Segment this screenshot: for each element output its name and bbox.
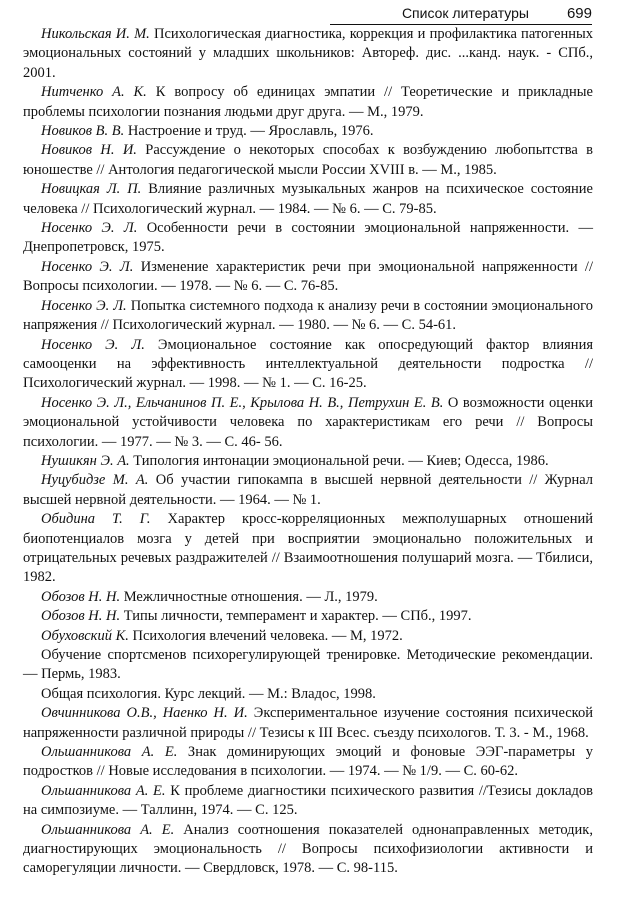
reference-author: Нитченко А. К.: [41, 84, 147, 101]
reference-entry: [23, 782, 593, 821]
reference-text: Эмоциональное состояние как опосредующий фактор влияния самооценки на эффективность интеллектуальной деятельности подростка // Психологический журнал. — 1998. — № 1. — С. 16-25.: [23, 336, 593, 392]
reference-entry: [23, 704, 593, 743]
reference-text: Общая психология. Курс лекций. — М.: Владос, 1998.: [41, 685, 376, 702]
reference-author: Обидина Т. Г.: [41, 511, 151, 528]
reference-author: Нушикян Э. А.: [41, 452, 130, 469]
reference-author: Новиков В. В.: [41, 123, 125, 140]
reference-entry: [23, 122, 593, 141]
reference-text: К вопросу об единицах эмпатии // Теоретические и прикладные проблемы психологии познания людьми друг друга. — М., 1979.: [23, 84, 593, 120]
reference-text: Типология интонации эмоциональной речи. — Киев; Одесса, 1986.: [129, 452, 549, 469]
reference-entry: [23, 471, 593, 510]
reference-entry: [23, 297, 593, 336]
reference-author: Нуцубидзе М. А.: [41, 472, 149, 489]
reference-entry: [23, 685, 593, 704]
reference-list: [23, 25, 593, 879]
reference-author: Никольская И. М.: [41, 26, 150, 42]
reference-entry: [23, 141, 593, 180]
reference-entry: [23, 821, 593, 879]
running-header: [330, 2, 592, 25]
reference-text: Особенности речи в состоянии эмоциональной напряженности. — Днепропетровск, 1975.: [23, 220, 594, 256]
reference-entry: [23, 25, 593, 83]
reference-text: Знак доминирующих эмоций и фоновые ЭЭГ-параметры у подростков // Новые исследования в психологии. — 1974. — № 1/9. — С. 60-62.: [23, 744, 593, 780]
reference-entry: [23, 180, 593, 219]
reference-text: О возможности оценки эмоциональной устойчивости человека по характеристикам его речи // Вопросы психологии. — 1977. — № 3. — С. 46- 56.: [23, 394, 593, 450]
reference-text: Обучение спортсменов психорегулирующей тренировке. Методические рекомендации. — Пермь, 1983.: [23, 647, 593, 683]
reference-text: Попытка системного подхода к анализу речи в состоянии эмоционального напряжения // Психологический журнал. — 1980. — № 6. — С. 54-61.: [23, 297, 593, 334]
reference-entry: [23, 258, 593, 297]
reference-entry: [23, 219, 593, 258]
reference-author: Носенко Э. Л.: [41, 220, 138, 237]
reference-text: Межличностные отношения. — Л., 1979.: [120, 588, 378, 605]
reference-text: Экспериментальное изучение состояния психической напряженности различной природы // Тезисы к III Всес. съезду психологов. Т. 3. - М., 1968.: [23, 705, 593, 741]
reference-text: Психологическая диагностика, коррекция и профилактика патогенных эмоциональных состояний у младших школьников: Автореф. дис. ...канд. наук. - СПб., 2001.: [23, 26, 593, 81]
reference-entry: [23, 627, 593, 646]
reference-author: Носенко Э. Л.: [41, 258, 134, 275]
running-title: Список литературы: [401, 5, 529, 21]
reference-author: Ольшанникова А. Е.: [41, 821, 175, 838]
reference-entry: [23, 743, 593, 782]
reference-entry: [23, 394, 593, 452]
reference-author: Носенко Э. Л.: [41, 297, 127, 314]
reference-entry: [23, 607, 593, 626]
reference-author: Овчинникова О.В., Наенко Н. И.: [41, 705, 248, 722]
reference-author: Новицкая Л. П.: [41, 181, 142, 198]
reference-entry: [23, 646, 593, 685]
reference-text: Влияние различных музыкальных жанров на психическое состояние человека // Психологический журнал. — 1984. — № 6. — С. 79-85.: [23, 181, 593, 217]
reference-text: Рассуждение о некоторых способах к возбуждению любопытства в юношестве // Антология педагогической мысли России XVIII в. — М., 1985.: [23, 142, 594, 178]
page-number: 699: [566, 5, 592, 22]
reference-text: Изменение характеристик речи при эмоциональной напряженности // Вопросы психологии. — 1978. — № 6. — С. 76-85.: [23, 258, 593, 295]
reference-text: Характер кросс-корреляционных межполушарных отношений биопотенциалов мозга у детей при восприятии эмоционально положительных и отрицательных речевых раздражителей // Взаимоотношения полушарий мозга. — Тбилиси, 1982.: [23, 511, 593, 586]
reference-text: Настроение и труд. — Ярославль, 1976.: [124, 123, 374, 140]
reference-author: Обуховский К.: [41, 627, 129, 644]
reference-entry: [23, 588, 593, 607]
reference-entry: [23, 510, 593, 588]
reference-entry: [23, 83, 593, 122]
reference-text: Анализ соотношения показателей однонаправленных методик, диагностирующих эмоциональность // Вопросы психофизиологии активности и саморегуляции личности. — Свердловск, 1978. — С. 98-115.: [23, 821, 593, 877]
reference-entry: [23, 336, 593, 394]
reference-author: Обозов Н. Н.: [41, 588, 121, 605]
reference-text: Типы личности, темперамент и характер. — СПб., 1997.: [120, 608, 472, 625]
reference-author: Ольшанникова А. Е.: [41, 782, 166, 799]
reference-author: Новиков Н. И.: [41, 142, 137, 159]
reference-author: Обозов Н. Н.: [41, 608, 121, 625]
reference-author: Ольшанникова А. Е.: [41, 744, 178, 761]
reference-text: Психология влечений человека. — М, 1972.: [128, 627, 403, 644]
reference-author: Носенко Э. Л., Ельчанинов П. Е., Крылова Н. В., Петрухин Е. В.: [41, 394, 444, 411]
reference-text: Об участии гипокампа в высшей нервной деятельности // Журнал высшей нервной деятельности. — 1964. — № 1.: [23, 472, 594, 508]
reference-entry: [23, 452, 593, 471]
reference-author: Носенко Э. Л.: [41, 336, 145, 353]
reference-text: К проблеме диагностики психического развития //Тезисы докладов на симпозиуме. — Таллинн, 1974. — С. 125.: [23, 782, 593, 819]
